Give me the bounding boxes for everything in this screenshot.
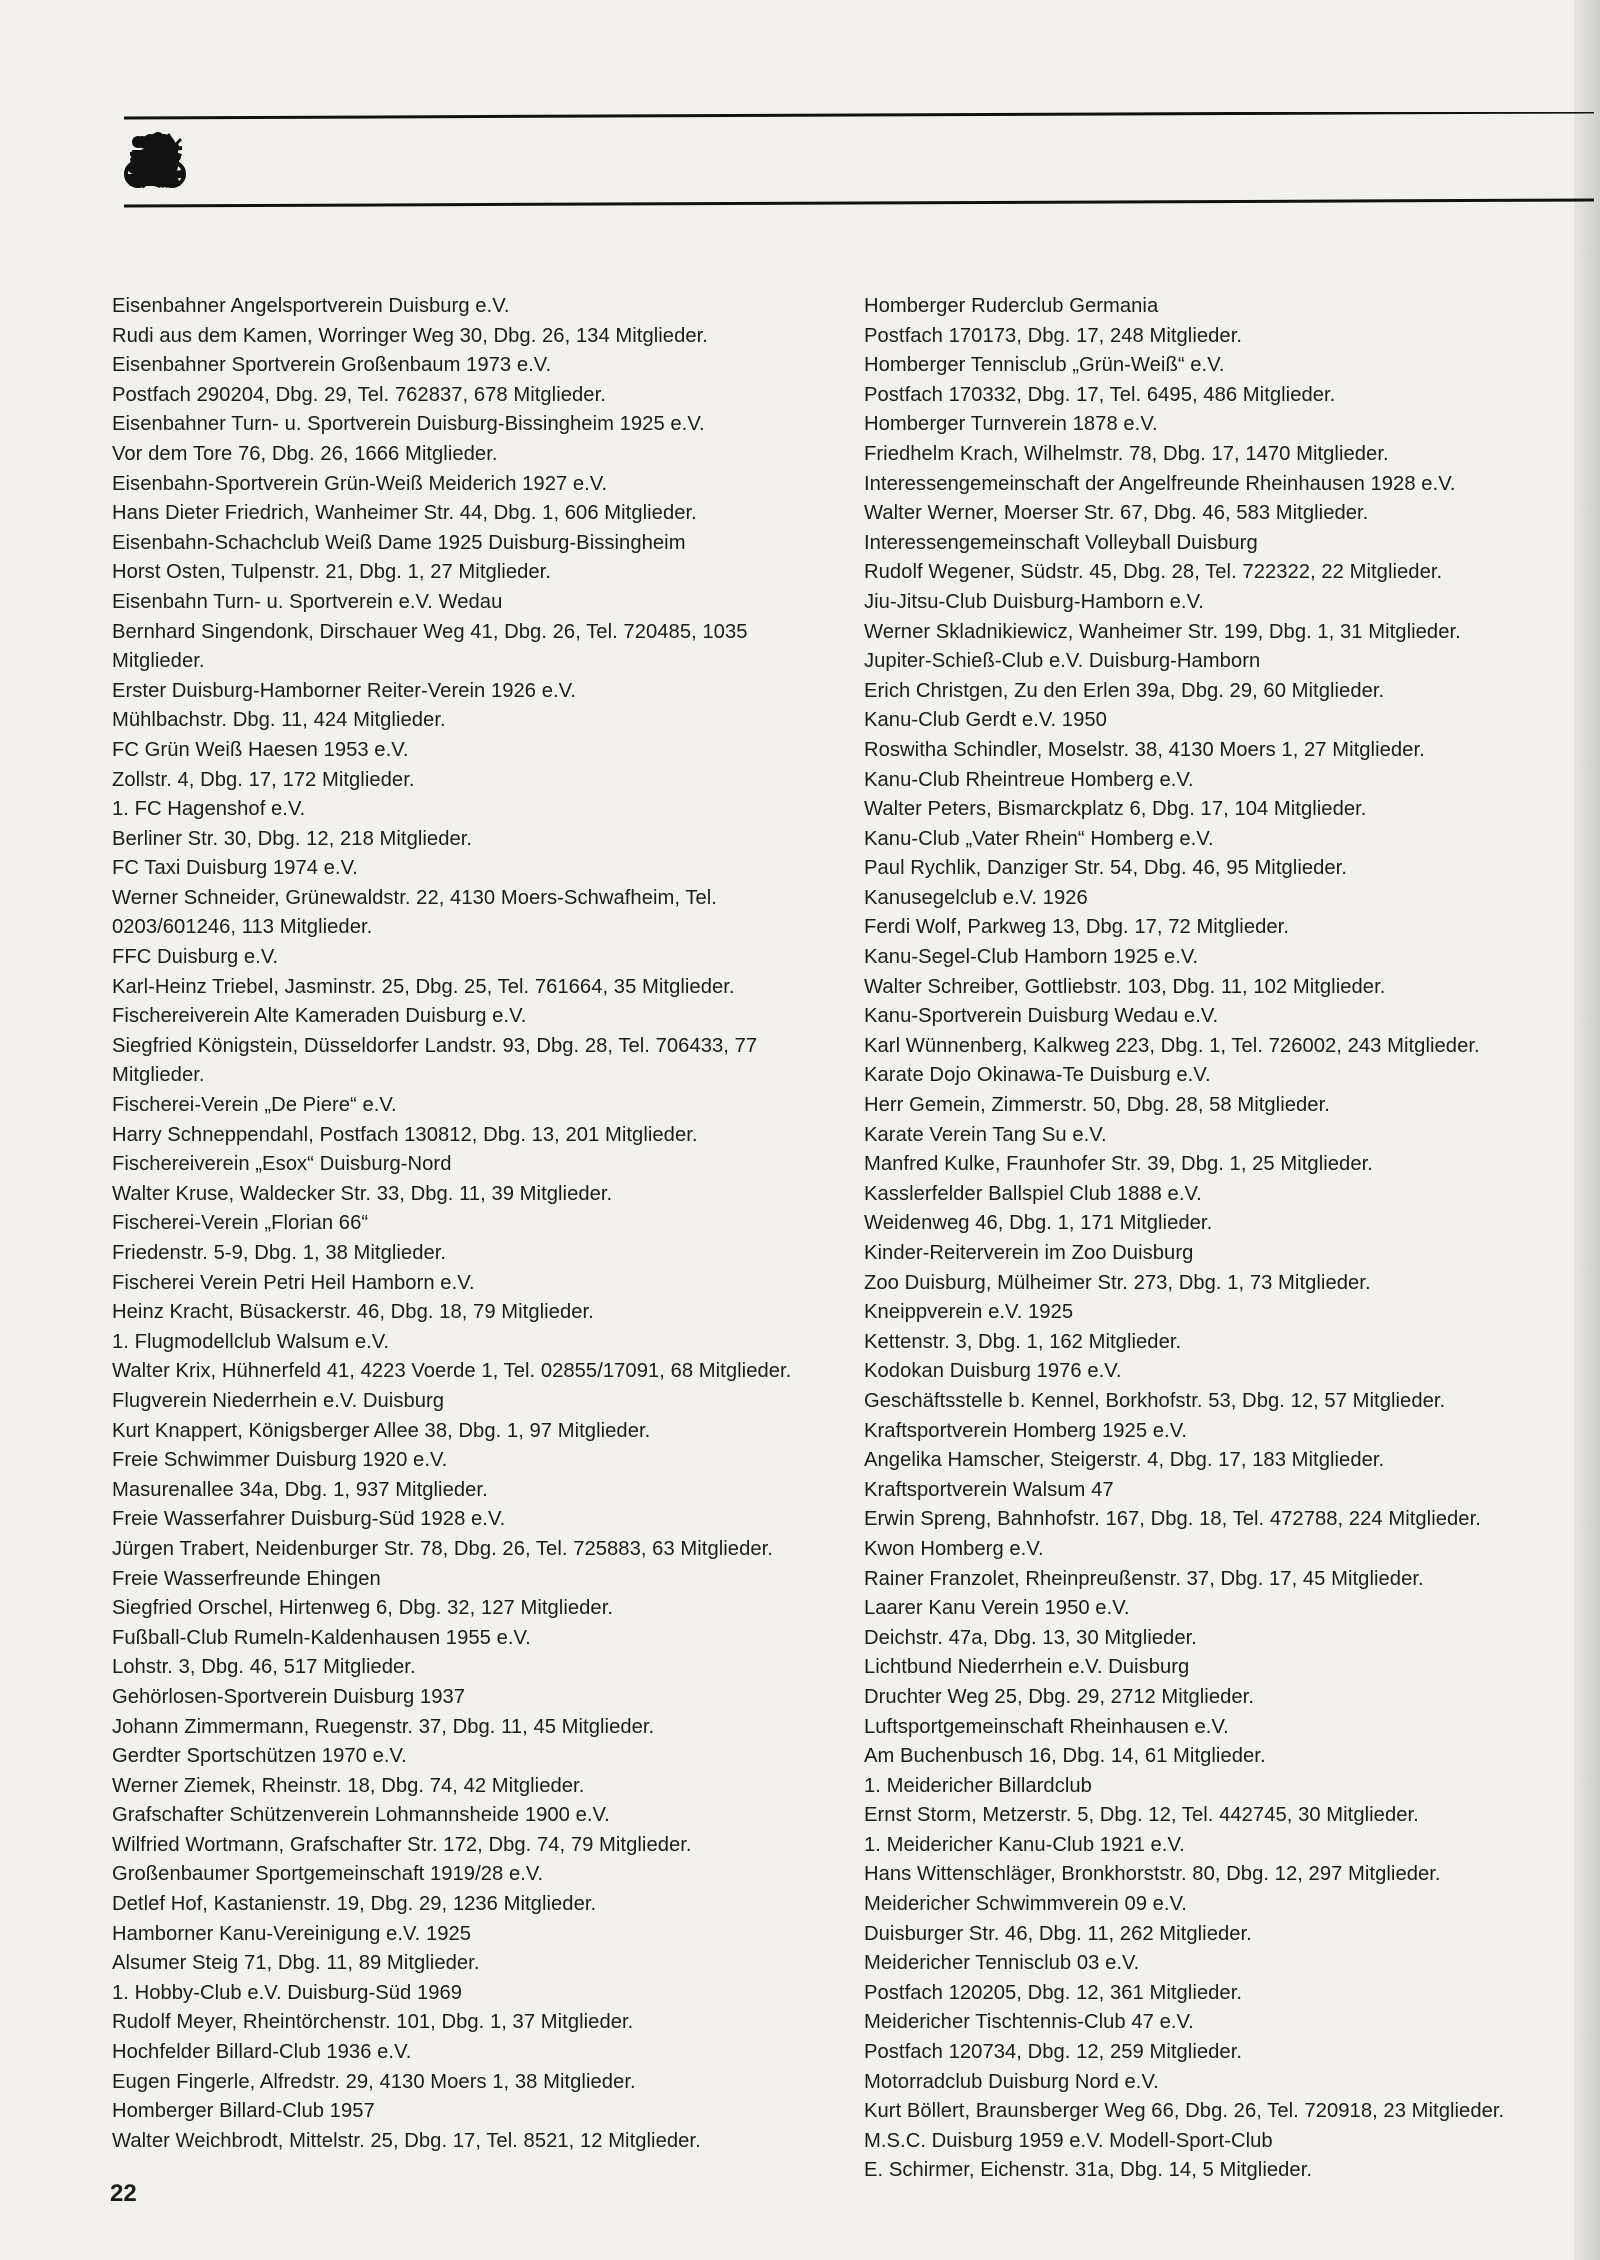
club-entry bbox=[864, 1417, 1584, 1476]
club-details: Heinz Kracht, Büsackerstr. 46, Dbg. 18, 79 Mitglieder. bbox=[112, 1301, 594, 1324]
club-entry bbox=[864, 2127, 1584, 2186]
club-name: Freie Wasserfreunde Ehingen bbox=[112, 1567, 381, 1590]
club-details: Alsumer Steig 71, Dbg. 11, 89 Mitglieder. bbox=[112, 1952, 480, 1975]
club-name: Flugverein Niederrhein e.V. Duisburg bbox=[112, 1389, 445, 1412]
club-details: Karl-Heinz Triebel, Jasminstr. 25, Dbg. 25, Tel. 761664, 35 Mitglieder. bbox=[112, 975, 735, 998]
club-details: Kettenstr. 3, Dbg. 1, 162 Mitglieder. bbox=[864, 1330, 1182, 1353]
club-name: Luftsportgemeinschaft Rheinhausen e.V. bbox=[864, 1715, 1229, 1738]
page-number: 22 bbox=[110, 2180, 137, 2207]
club-name: Kanu-Segel-Club Hamborn 1925 e.V. bbox=[864, 946, 1199, 969]
club-entry bbox=[864, 1239, 1584, 1298]
club-name: FFC Duisburg e.V. bbox=[112, 946, 279, 969]
club-entry bbox=[112, 1860, 832, 1919]
club-name: Eisenbahn-Schachclub Weiß Dame 1925 Duisburg-Bissingheim bbox=[112, 531, 686, 554]
club-details: Horst Osten, Tulpenstr. 21, Dbg. 1, 27 Mitglieder. bbox=[112, 561, 551, 584]
club-entry bbox=[864, 410, 1584, 469]
club-entry bbox=[864, 1890, 1584, 1949]
club-name: Eisenbahner Sportverein Großenbaum 1973 e.V. bbox=[112, 354, 552, 377]
club-details: Friedenstr. 5-9, Dbg. 1, 38 Mitglieder. bbox=[112, 1242, 447, 1264]
club-name: Eisenbahn-Sportverein Grün-Weiß Meiderich 1927 e.V. bbox=[112, 472, 608, 495]
club-details: Postfach 170173, Dbg. 17, 248 Mitglieder. bbox=[864, 324, 1243, 347]
club-entry bbox=[112, 292, 832, 351]
club-name: Kodokan Duisburg 1976 e.V. bbox=[864, 1360, 1122, 1383]
archer-icon bbox=[124, 130, 186, 192]
club-name: Eisenbahner Turn- u. Sportverein Duisburg-Bissingheim 1925 e.V. bbox=[112, 413, 705, 436]
club-entry bbox=[864, 2008, 1584, 2067]
club-details: Erwin Spreng, Bahnhofstr. 167, Dbg. 18, Tel. 472788, 224 Mitglieder. bbox=[864, 1508, 1481, 1531]
club-entry bbox=[112, 1565, 832, 1624]
club-details: Zollstr. 4, Dbg. 17, 172 Mitglieder. bbox=[112, 768, 415, 791]
club-entry bbox=[864, 1476, 1584, 1535]
club-name: Fischerei-Verein „Florian 66“ bbox=[112, 1212, 369, 1235]
club-entry bbox=[112, 2038, 832, 2097]
club-details: Weidenweg 46, Dbg. 1, 171 Mitglieder. bbox=[864, 1212, 1213, 1235]
club-details: Masurenallee 34a, Dbg. 1, 937 Mitglieder. bbox=[112, 1478, 488, 1501]
club-details: Vor dem Tore 76, Dbg. 26, 1666 Mitglieder. bbox=[112, 442, 498, 465]
club-entry bbox=[864, 292, 1584, 351]
club-details: Paul Rychlik, Danziger Str. 54, Dbg. 46, 95 Mitglieder. bbox=[864, 857, 1347, 880]
club-entry bbox=[112, 1624, 832, 1683]
club-details: Postfach 120205, Dbg. 12, 361 Mitglieder. bbox=[864, 1981, 1243, 2004]
club-name: Meidericher Schwimmverein 09 e.V. bbox=[864, 1893, 1187, 1916]
club-entry bbox=[112, 943, 832, 1002]
club-entry bbox=[864, 351, 1584, 410]
club-details: Postfach 290204, Dbg. 29, Tel. 762837, 678 Mitglieder. bbox=[112, 383, 606, 406]
club-entry bbox=[864, 1949, 1584, 2008]
club-details: E. Schirmer, Eichenstr. 31a, Dbg. 14, 5 Mitglieder. bbox=[864, 2159, 1313, 2182]
club-entry bbox=[112, 1209, 832, 1268]
club-entry bbox=[864, 1061, 1584, 1120]
club-entry bbox=[864, 766, 1584, 825]
club-details: Deichstr. 47a, Dbg. 13, 30 Mitglieder. bbox=[864, 1626, 1197, 1649]
club-entry bbox=[112, 1920, 832, 1979]
club-entry bbox=[864, 1535, 1584, 1594]
club-entry bbox=[864, 1002, 1584, 1061]
club-details: Walter Werner, Moerser Str. 67, Dbg. 46, 583 Mitglieder. bbox=[864, 502, 1369, 525]
club-details: Druchter Weg 25, Dbg. 29, 2712 Mitglieder. bbox=[864, 1685, 1254, 1708]
club-entry bbox=[112, 1002, 832, 1091]
club-name: Kanu-Club Rheintreue Homberg e.V. bbox=[864, 768, 1194, 791]
club-entry bbox=[112, 1979, 832, 2038]
club-name: Jiu-Jitsu-Club Duisburg-Hamborn e.V. bbox=[864, 590, 1204, 613]
club-details: Rainer Franzolet, Rheinpreußenstr. 37, Dbg. 17, 45 Mitglieder. bbox=[864, 1567, 1424, 1590]
club-entry bbox=[864, 647, 1584, 706]
club-name: Fischerei Verein Petri Heil Hamborn e.V. bbox=[112, 1271, 475, 1294]
club-entry bbox=[864, 1831, 1584, 1890]
club-entry bbox=[864, 943, 1584, 1002]
club-details: Herr Gemein, Zimmerstr. 50, Dbg. 28, 58 Mitglieder. bbox=[864, 1094, 1330, 1117]
club-name: Gerdter Sportschützen 1970 e.V. bbox=[112, 1745, 407, 1768]
club-name: Meidericher Tennisclub 03 e.V. bbox=[864, 1952, 1140, 1975]
club-name: Kraftsportverein Homberg 1925 e.V. bbox=[864, 1419, 1188, 1442]
club-details: Duisburger Str. 46, Dbg. 11, 262 Mitglieder. bbox=[864, 1922, 1252, 1945]
club-name: Hamborner Kanu-Vereinigung e.V. 1925 bbox=[112, 1922, 472, 1945]
club-details: Postfach 120734, Dbg. 12, 259 Mitglieder. bbox=[864, 2041, 1243, 2064]
club-name: Fischerei-Verein „De Piere“ e.V. bbox=[112, 1094, 397, 1117]
club-name: Motorradclub Duisburg Nord e.V. bbox=[864, 2070, 1159, 2093]
club-name: Kanu-Sportverein Duisburg Wedau e.V. bbox=[864, 1005, 1219, 1028]
club-name: Kinder-Reiterverein im Zoo Duisburg bbox=[864, 1242, 1194, 1264]
club-name: M.S.C. Duisburg 1959 e.V. Modell-Sport-Club bbox=[864, 2129, 1273, 2152]
club-name: Fischereiverein Alte Kameraden Duisburg e.V. bbox=[112, 1005, 527, 1028]
club-name: FC Grün Weiß Haesen 1953 e.V. bbox=[112, 738, 409, 761]
club-name: Freie Schwimmer Duisburg 1920 e.V. bbox=[112, 1449, 448, 1472]
club-entry bbox=[864, 884, 1584, 943]
club-details: Eugen Fingerle, Alfredstr. 29, 4130 Moers 1, 38 Mitglieder. bbox=[112, 2070, 636, 2093]
club-details: Mühlbachstr. Dbg. 11, 424 Mitglieder. bbox=[112, 709, 446, 732]
club-entry bbox=[112, 470, 832, 529]
club-name: Kanusegelclub e.V. 1926 bbox=[864, 886, 1088, 909]
club-name: Homberger Turnverein 1878 e.V. bbox=[864, 413, 1158, 436]
club-name: Homberger Ruderclub Germania bbox=[864, 295, 1159, 317]
club-entry bbox=[112, 529, 832, 588]
club-details: Rudi aus dem Kamen, Worringer Weg 30, Dbg. 26, 134 Mitglieder. bbox=[112, 324, 708, 347]
club-details: Siegfried Königstein, Düsseldorfer Landstr. 93, Dbg. 28, Tel. 706433, 77 Mitglieder. bbox=[112, 1034, 758, 1087]
club-details: Kurt Knappert, Königsberger Allee 38, Dbg. 1, 97 Mitglieder. bbox=[112, 1419, 651, 1442]
club-entry bbox=[112, 795, 832, 854]
club-entry bbox=[864, 706, 1584, 765]
club-entry bbox=[864, 470, 1584, 529]
club-entry bbox=[864, 1121, 1584, 1180]
club-details: Siegfried Orschel, Hirtenweg 6, Dbg. 32, 127 Mitglieder. bbox=[112, 1597, 614, 1620]
club-entry bbox=[112, 1446, 832, 1505]
club-entry bbox=[864, 1357, 1584, 1416]
club-entry bbox=[112, 1091, 832, 1150]
club-details: Ferdi Wolf, Parkweg 13, Dbg. 17, 72 Mitglieder. bbox=[864, 916, 1289, 939]
club-name: Kraftsportverein Walsum 47 bbox=[864, 1478, 1114, 1501]
club-name: Eisenbahn Turn- u. Sportverein e.V. Wedau bbox=[112, 590, 503, 613]
club-details: Angelika Hamscher, Steigerstr. 4, Dbg. 17, 183 Mitglieder. bbox=[864, 1449, 1385, 1472]
club-details: Werner Ziemek, Rheinstr. 18, Dbg. 74, 42 Mitglieder. bbox=[112, 1774, 585, 1797]
club-details: Roswitha Schindler, Moselstr. 38, 4130 Moers 1, 27 Mitglieder. bbox=[864, 738, 1425, 761]
club-details: Berliner Str. 30, Dbg. 12, 218 Mitglieder. bbox=[112, 827, 473, 850]
club-entry bbox=[112, 736, 832, 795]
club-details: Walter Peters, Bismarckplatz 6, Dbg. 17, 104 Mitglieder. bbox=[864, 798, 1367, 821]
club-entry bbox=[112, 1801, 832, 1860]
left-column bbox=[112, 292, 832, 2156]
club-name: Fußball-Club Rumeln-Kaldenhausen 1955 e.V. bbox=[112, 1626, 531, 1649]
club-entry bbox=[112, 1683, 832, 1742]
club-name: 1. Hobby-Club e.V. Duisburg-Süd 1969 bbox=[112, 1981, 463, 2004]
club-entry bbox=[112, 677, 832, 736]
club-entry bbox=[864, 825, 1584, 884]
club-name: Lichtbund Niederrhein e.V. Duisburg bbox=[864, 1656, 1190, 1679]
club-name: Interessengemeinschaft der Angelfreunde Rheinhausen 1928 e.V. bbox=[864, 472, 1456, 495]
club-details: Postfach 170332, Dbg. 17, Tel. 6495, 486 Mitglieder. bbox=[864, 383, 1336, 406]
club-name: Großenbaumer Sportgemeinschaft 1919/28 e.V. bbox=[112, 1863, 544, 1886]
club-details: Wilfried Wortmann, Grafschafter Str. 172, Dbg. 74, 79 Mitglieder. bbox=[112, 1833, 692, 1856]
club-entry bbox=[112, 1742, 832, 1801]
club-entry bbox=[112, 1150, 832, 1209]
club-details: Friedhelm Krach, Wilhelmstr. 78, Dbg. 17, 1470 Mitglieder. bbox=[864, 442, 1389, 465]
club-entry bbox=[864, 588, 1584, 647]
club-entry bbox=[112, 1505, 832, 1564]
club-name: Gehörlosen-Sportverein Duisburg 1937 bbox=[112, 1685, 466, 1708]
club-name: Kasslerfelder Ballspiel Club 1888 e.V. bbox=[864, 1182, 1202, 1205]
club-details: Walter Krix, Hühnerfeld 41, 4223 Voerde 1, Tel. 02855/17091, 68 Mitglieder. bbox=[112, 1360, 792, 1383]
club-entry bbox=[112, 410, 832, 469]
club-name: Homberger Tennisclub „Grün-Weiß“ e.V. bbox=[864, 354, 1225, 377]
club-name: Jupiter-Schieß-Club e.V. Duisburg-Hamborn bbox=[864, 650, 1261, 673]
club-entry bbox=[112, 1387, 832, 1446]
pictogram-row bbox=[124, 130, 1594, 202]
club-entry bbox=[864, 1298, 1584, 1357]
club-name: Kanu-Club „Vater Rhein“ Homberg e.V. bbox=[864, 827, 1214, 850]
club-details: Walter Kruse, Waldecker Str. 33, Dbg. 11, 39 Mitglieder. bbox=[112, 1182, 613, 1205]
club-details: Rudolf Wegener, Südstr. 45, Dbg. 28, Tel. 722322, 22 Mitglieder. bbox=[864, 561, 1443, 584]
club-details: Detlef Hof, Kastanienstr. 19, Dbg. 29, 1236 Mitglieder. bbox=[112, 1893, 597, 1916]
club-name: Homberger Billard-Club 1957 bbox=[112, 2100, 375, 2123]
club-entry bbox=[864, 529, 1584, 588]
club-name: 1. Flugmodellclub Walsum e.V. bbox=[112, 1330, 390, 1353]
club-entry bbox=[864, 1180, 1584, 1239]
club-details: Zoo Duisburg, Mülheimer Str. 273, Dbg. 1, 73 Mitglieder. bbox=[864, 1271, 1371, 1294]
club-details: Hans Dieter Friedrich, Wanheimer Str. 44, Dbg. 1, 606 Mitglieder. bbox=[112, 502, 697, 525]
club-details: Werner Schneider, Grünewaldstr. 22, 4130 Moers-Schwafheim, Tel. 0203/601246, 113 Mitglieder. bbox=[112, 886, 717, 939]
club-details: Walter Schreiber, Gottliebstr. 103, Dbg. 11, 102 Mitglieder. bbox=[864, 975, 1386, 998]
club-details: Werner Skladnikiewicz, Wanheimer Str. 199, Dbg. 1, 31 Mitglieder. bbox=[864, 620, 1461, 643]
club-name: FC Taxi Duisburg 1974 e.V. bbox=[112, 857, 358, 880]
club-name: Kwon Homberg e.V. bbox=[864, 1537, 1044, 1560]
club-name: Meidericher Tischtennis-Club 47 e.V. bbox=[864, 2011, 1194, 2034]
club-details: Manfred Kulke, Fraunhofer Str. 39, Dbg. 1, 25 Mitglieder. bbox=[864, 1153, 1373, 1176]
club-details: Harry Schneppendahl, Postfach 130812, Dbg. 13, 201 Mitglieder. bbox=[112, 1123, 698, 1146]
club-name: 1. FC Hagenshof e.V. bbox=[112, 798, 306, 821]
right-column bbox=[864, 292, 1584, 2186]
club-name: Laarer Kanu Verein 1950 e.V. bbox=[864, 1597, 1130, 1620]
club-entry bbox=[112, 854, 832, 943]
club-name: Kneippverein e.V. 1925 bbox=[864, 1301, 1074, 1324]
club-details: Erich Christgen, Zu den Erlen 39a, Dbg. 29, 60 Mitglieder. bbox=[864, 679, 1385, 702]
sports-pictogram-band bbox=[124, 112, 1594, 208]
club-details: Kurt Böllert, Braunsberger Weg 66, Dbg. 26, Tel. 720918, 23 Mitglieder. bbox=[864, 2100, 1505, 2123]
club-entry bbox=[864, 2068, 1584, 2127]
club-details: Geschäftsstelle b. Kennel, Borkhofstr. 53, Dbg. 12, 57 Mitglieder. bbox=[864, 1389, 1446, 1412]
club-entry bbox=[864, 1772, 1584, 1831]
club-name: Eisenbahner Angelsportverein Duisburg e.V. bbox=[112, 295, 510, 317]
club-details: Am Buchenbusch 16, Dbg. 14, 61 Mitglieder. bbox=[864, 1745, 1266, 1768]
club-details: Jürgen Trabert, Neidenburger Str. 78, Dbg. 26, Tel. 725883, 63 Mitglieder. bbox=[112, 1537, 773, 1560]
club-name: Freie Wasserfahrer Duisburg-Süd 1928 e.V. bbox=[112, 1508, 506, 1531]
club-name: Hochfelder Billard-Club 1936 e.V. bbox=[112, 2041, 412, 2064]
club-name: 1. Meidericher Billardclub bbox=[864, 1774, 1092, 1797]
club-name: Karate Dojo Okinawa-Te Duisburg e.V. bbox=[864, 1064, 1211, 1087]
club-details: Hans Wittenschläger, Bronkhorststr. 80, Dbg. 12, 297 Mitglieder. bbox=[864, 1863, 1441, 1886]
club-name: Fischereiverein „Esox“ Duisburg-Nord bbox=[112, 1153, 452, 1176]
club-details: Rudolf Meyer, Rheintörchenstr. 101, Dbg. 1, 37 Mitglieder. bbox=[112, 2011, 634, 2034]
club-name: 1. Meidericher Kanu-Club 1921 e.V. bbox=[864, 1833, 1185, 1856]
club-details: Ernst Storm, Metzerstr. 5, Dbg. 12, Tel. 442745, 30 Mitglieder. bbox=[864, 1804, 1419, 1827]
club-name: Erster Duisburg-Hamborner Reiter-Verein 1926 e.V. bbox=[112, 679, 576, 702]
club-name: Grafschafter Schützenverein Lohmannsheide 1900 e.V. bbox=[112, 1804, 610, 1827]
club-entry bbox=[112, 351, 832, 410]
club-details: Lohstr. 3, Dbg. 46, 517 Mitglieder. bbox=[112, 1656, 416, 1679]
club-entry bbox=[112, 1269, 832, 1328]
club-entry bbox=[112, 2097, 832, 2156]
club-name: Interessengemeinschaft Volleyball Duisburg bbox=[864, 531, 1258, 554]
club-entry bbox=[112, 588, 832, 677]
club-name: Karate Verein Tang Su e.V. bbox=[864, 1123, 1107, 1146]
club-name: Kanu-Club Gerdt e.V. 1950 bbox=[864, 709, 1107, 732]
club-details: Walter Weichbrodt, Mittelstr. 25, Dbg. 17, Tel. 8521, 12 Mitglieder. bbox=[112, 2129, 701, 2152]
club-entry bbox=[864, 1713, 1584, 1772]
club-details: Karl Wünnenberg, Kalkweg 223, Dbg. 1, Tel. 726002, 243 Mitglieder. bbox=[864, 1034, 1480, 1057]
club-entry bbox=[864, 1653, 1584, 1712]
club-entry bbox=[864, 1594, 1584, 1653]
club-details: Johann Zimmermann, Ruegenstr. 37, Dbg. 11, 45 Mitglieder. bbox=[112, 1715, 655, 1738]
club-details: Bernhard Singendonk, Dirschauer Weg 41, Dbg. 26, Tel. 720485, 1035 Mitglieder. bbox=[112, 620, 748, 673]
club-entry bbox=[112, 1328, 832, 1387]
